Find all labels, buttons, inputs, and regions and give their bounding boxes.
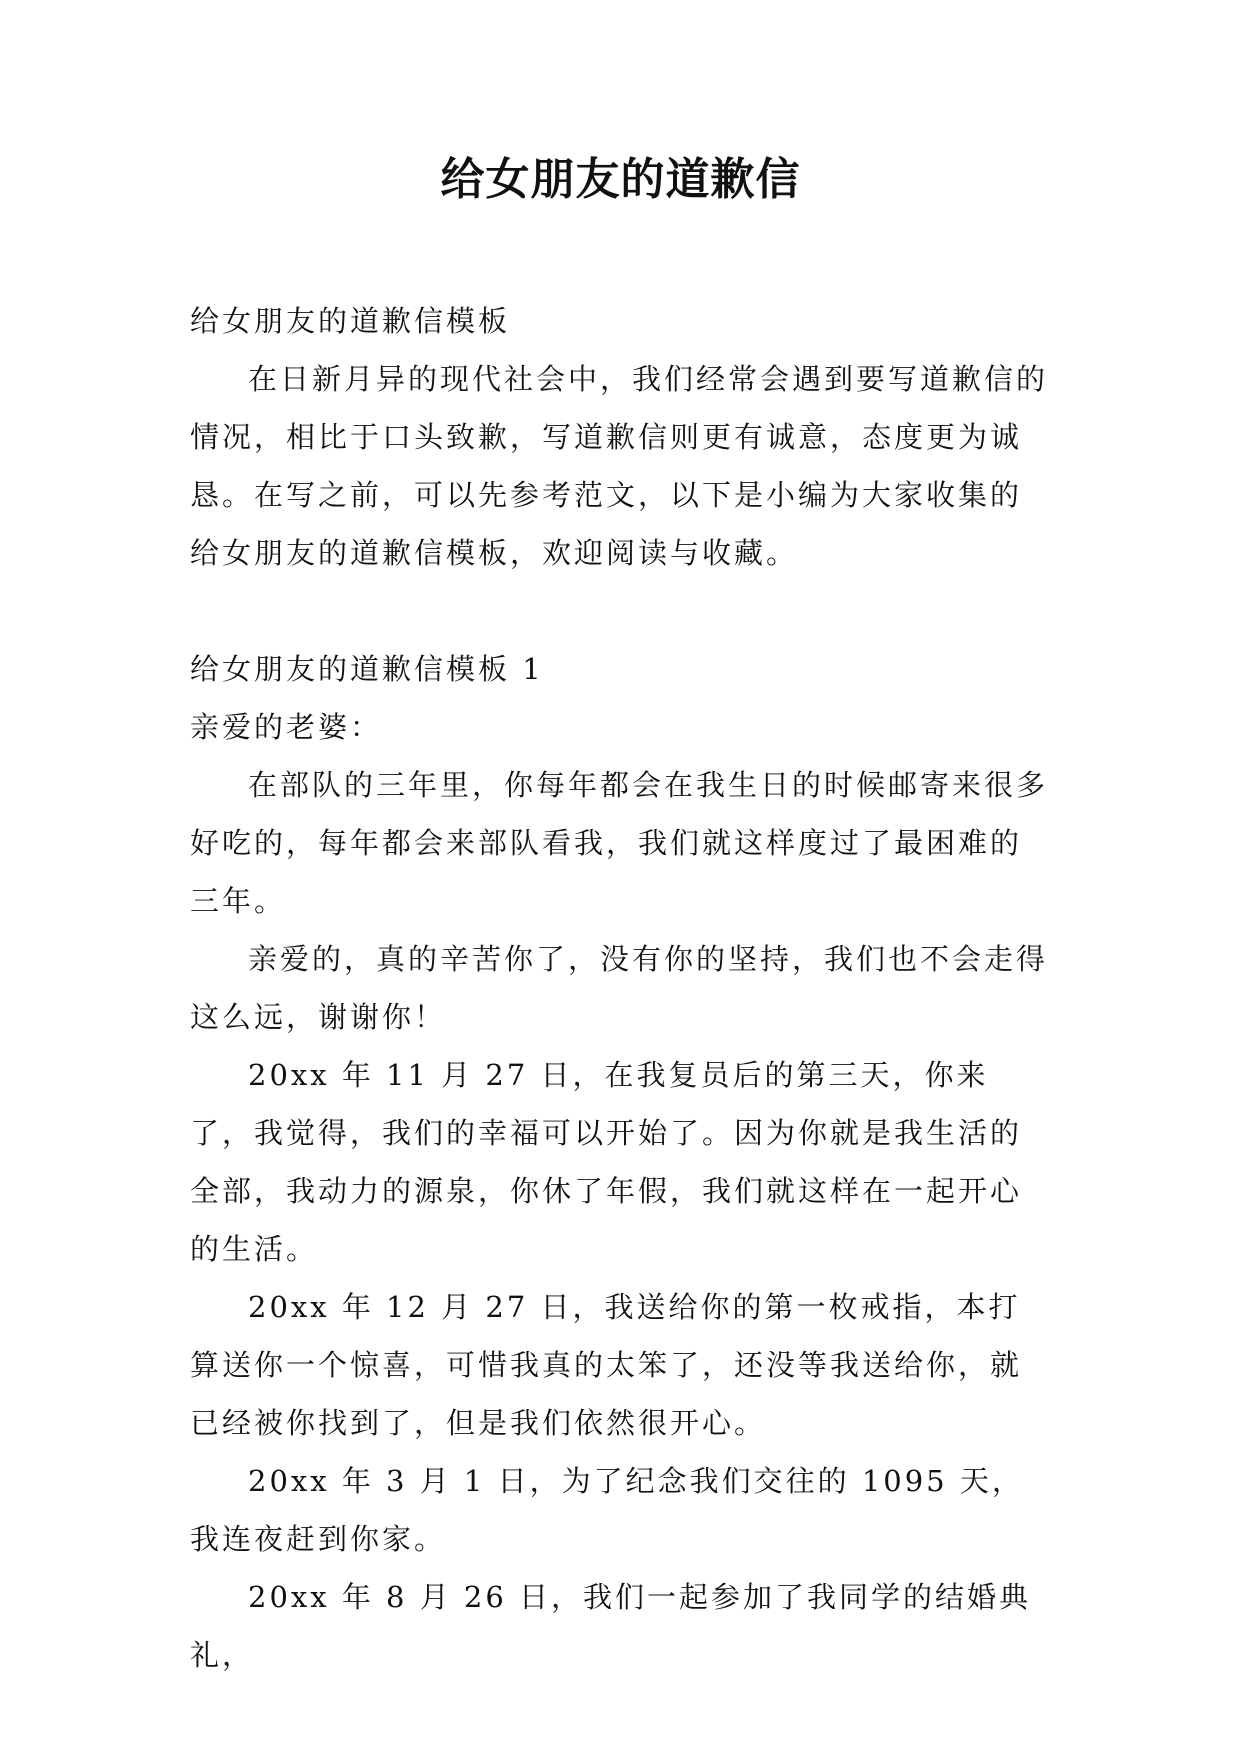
subtitle: 给女朋友的道歉信模板 (190, 304, 511, 338)
document-title: 给女朋友的道歉信 (440, 154, 801, 205)
salutation: 亲爱的老婆： (190, 710, 383, 744)
document-body (190, 292, 1052, 1684)
intro-paragraph: 在日新月异的现代社会中，我们经常会遇到要写道歉信的情况，相比于口头致歉，写道歉信则更有诚意，态度更为诚恳。在写之前，可以先参考范文，以下是小编为大家收集的给女朋友的道歉信模板，欢迎阅读与收藏。 (190, 362, 1049, 570)
body-paragraph-1: 在部队的三年里，你每年都会在我生日的时候邮寄来很多好吃的，每年都会来部队看我，我们就这样度过了最困难的三年。 (190, 768, 1049, 918)
body-paragraph-3: 20xx 年 11 月 27 日，在我复员后的第三天，你来了，我觉得，我们的幸福可以开始了。因为你就是我生活的全部，我动力的源泉，你休了年假，我们就这样在一起开心的生活。 (190, 1058, 1023, 1266)
body-paragraph-2: 亲爱的，真的辛苦你了，没有你的坚持，我们也不会走得这么远，谢谢你！ (190, 942, 1049, 1034)
body-paragraph-5: 20xx 年 3 月 1 日，为了纪念我们交往的 1095 天，我连夜赶到你家。 (190, 1464, 1024, 1556)
body-paragraph-4: 20xx 年 12 月 27 日，我送给你的第一枚戒指，本打算送你一个惊喜，可惜我真的太笨了，还没等我送给你，就已经被你找到了，但是我们依然很开心。 (190, 1290, 1023, 1440)
body-paragraph-6: 20xx 年 8 月 26 日，我们一起参加了我同学的结婚典礼， (190, 1580, 1032, 1672)
section-heading: 给女朋友的道歉信模板 1 (190, 652, 544, 686)
